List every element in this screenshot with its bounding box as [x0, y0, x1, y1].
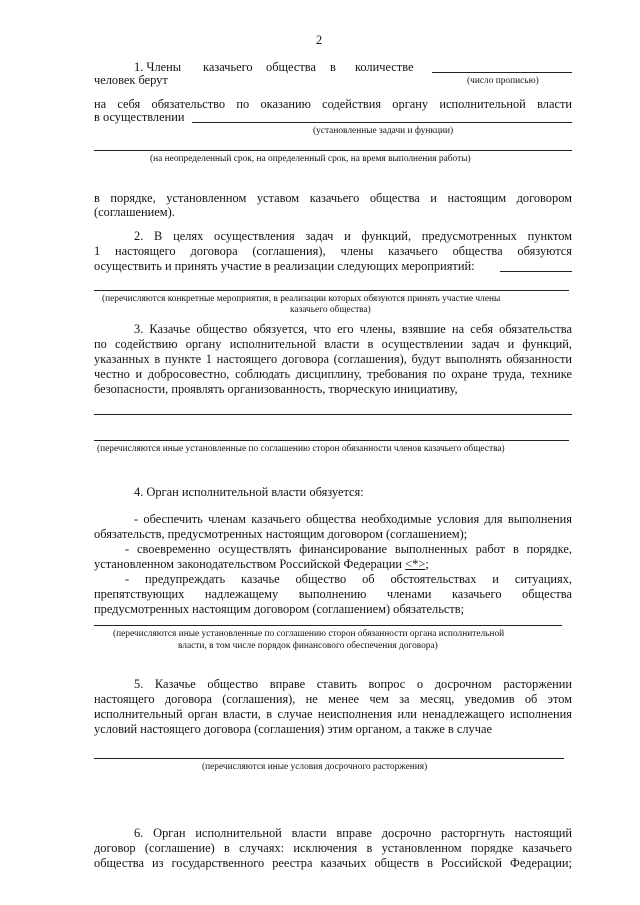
p1-line-3: на себя обязательство по оказанию содействия органу исполнительной власти — [94, 97, 572, 111]
p1-word-2: казачьего — [203, 60, 253, 74]
p6-line-1: 6. Орган исполнительной власти вправе досрочно расторгнуть настоящий — [134, 826, 572, 840]
p1-word-4: в — [330, 60, 336, 74]
p3-line-3: указанных в пункте 1 настоящего договора (соглашения), будут выполнять обязанности — [94, 352, 572, 366]
p4-line-3: - своевременно осуществлять финансирование выполненных работ в порядке, — [125, 542, 572, 556]
caption-duties: (перечисляются иные установленные по соглашению сторон обязанности членов казачьего общества) — [97, 444, 505, 454]
p1-word-5: количестве — [355, 60, 414, 74]
p4-line-7: предусмотренных настоящим договором (соглашением) обязательств; — [94, 602, 465, 616]
page-number: 2 — [316, 33, 323, 47]
p2-line-2: 1 настоящего договора (соглашения), члены казачьего общества обязуются — [94, 244, 572, 258]
duties-fill-line-2 — [94, 440, 569, 441]
p3-line-1: 3. Казачье общество обязуется, что его члены, взявшие на себя обязательства — [134, 322, 572, 336]
p4-line-4: установленном законодательством Российской Федерации <*>; — [94, 557, 429, 571]
tasks-fill-line — [192, 122, 572, 123]
p4-line-6: препятствующих надлежащему выполнению членами казачьего общества — [94, 587, 572, 601]
caption-termination: (перечисляются иные условия досрочного расторжения) — [202, 762, 428, 772]
p6-line-3: общества из государственного реестра казачьих обществ в Российской Федерации; — [94, 856, 572, 870]
p3-line-4: честно и добросовестно, соблюдать дисциплину, требования по охране труда, технике — [94, 367, 572, 381]
p2-line-3: осуществить и принять участие в реализации следующих мероприятий: — [94, 259, 475, 273]
caption-events-2: казачьего общества) — [290, 305, 371, 315]
duties-fill-line-1 — [94, 414, 572, 415]
p6-line-2: договор (соглашение) в случаях: исключения в установленном порядке казачьего — [94, 841, 572, 855]
p5-line-4: условий настоящего договора (соглашения) этим органом, а также в случае — [94, 722, 492, 736]
p3-line-5: безопасности, проявлять организованность, творческую инициативу, — [94, 382, 458, 396]
p5-line-2: настоящего договора (соглашения), не менее чем за месяц, уведомив об этом — [94, 692, 572, 706]
p4-line-5: - предупреждать казачье общество об обстоятельствах и ситуациях, — [125, 572, 572, 586]
events-fill-line-1 — [500, 271, 572, 272]
p5-line-1: 5. Казачье общество вправе ставить вопрос о досрочном расторжении — [134, 677, 572, 691]
term-fill-line — [94, 150, 572, 151]
p4-line-1: - обеспечить членам казачьего общества необходимые условия для выполнения — [134, 512, 572, 526]
p1-line-2: человек берут — [94, 73, 168, 87]
p1-word-1: 1. Члены — [134, 60, 182, 74]
p1-line-5: в порядке, установленном уставом казачьего общества и настоящим договором — [94, 191, 572, 205]
p4-line-2: обязательств, предусмотренных настоящим договором (соглашением); — [94, 527, 468, 541]
authority-duties-fill-line — [94, 625, 562, 626]
events-fill-line-2 — [94, 290, 569, 291]
caption-events-1: (перечисляются конкретные мероприятия, в реализации которых обязуются принять участие члены — [102, 294, 501, 304]
caption-authority-2: власти, в том числе порядок финансового обеспечения договора) — [178, 641, 438, 651]
p4-heading: 4. Орган исполнительной власти обязуется: — [134, 485, 364, 499]
footnote-reference[interactable]: <*> — [405, 557, 426, 571]
p1-word-3: общества — [266, 60, 316, 74]
termination-fill-line — [94, 758, 564, 759]
caption-tasks: (установленные задачи и функции) — [313, 126, 454, 136]
p5-line-3: исполнительный орган власти, в случае неисполнения или ненадлежащего исполнения — [94, 707, 572, 721]
p2-line-1: 2. В целях осуществления задач и функций, предусмотренных пунктом — [134, 229, 572, 243]
p1-line-4: в осуществлении — [94, 110, 185, 124]
caption-authority-1: (перечисляются иные установленные по соглашению сторон обязанности органа исполнительной — [113, 629, 505, 639]
caption-count: (число прописью) — [467, 76, 539, 86]
count-fill-line — [432, 72, 572, 73]
caption-term: (на неопределенный срок, на определенный срок, на время выполнения работы) — [150, 154, 471, 164]
p1-line-6: (соглашением). — [94, 205, 175, 219]
p3-line-2: по содействию органу исполнительной власти в осуществлении задач и функций, — [94, 337, 572, 351]
